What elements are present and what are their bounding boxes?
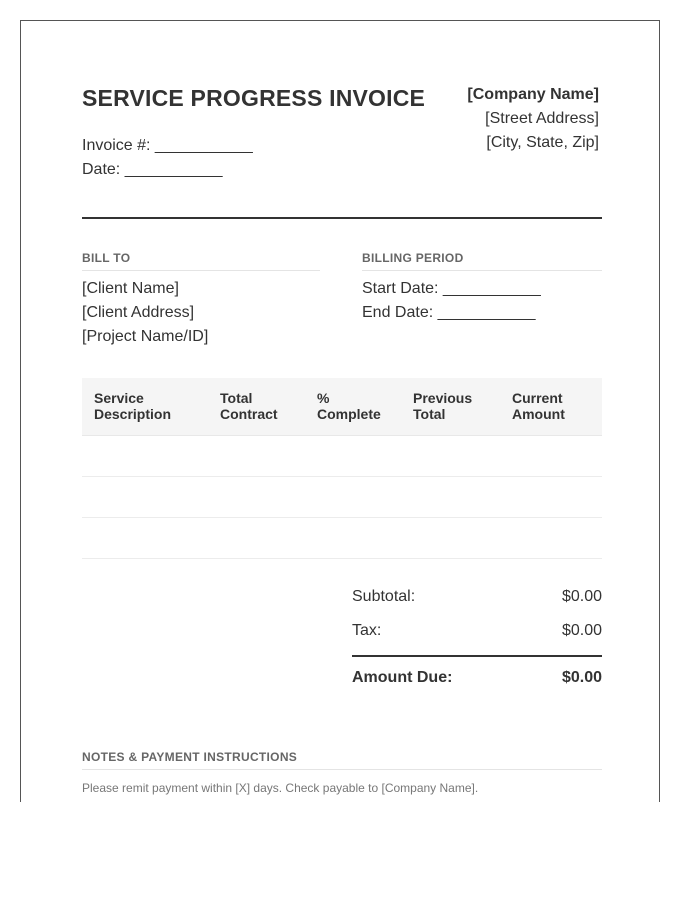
subtotal-row bbox=[352, 587, 602, 621]
company-street: [Street Address] bbox=[485, 110, 599, 127]
amount-due-divider bbox=[352, 655, 602, 657]
company-block bbox=[467, 83, 599, 155]
bill-to-heading: BILL TO bbox=[82, 251, 320, 271]
column-header-service-description: Service Description bbox=[94, 390, 172, 422]
company-city: [City, State, Zip] bbox=[486, 134, 599, 151]
tax-label: Tax: bbox=[352, 622, 382, 639]
invoice-number-field[interactable]: Invoice #: ___________ bbox=[82, 137, 253, 154]
billing-period-block bbox=[362, 277, 541, 325]
client-name: [Client Name] bbox=[82, 280, 179, 297]
amount-due-value: $0.00 bbox=[561, 669, 602, 686]
invoice-title: SERVICE PROGRESS INVOICE bbox=[82, 85, 426, 111]
subtotal-label: Subtotal: bbox=[352, 588, 416, 605]
line-items-table bbox=[82, 378, 602, 559]
invoice-meta bbox=[82, 134, 253, 182]
column-header-percent-complete: % Complete bbox=[317, 390, 381, 422]
start-date-field[interactable]: Start Date: ___________ bbox=[362, 280, 541, 297]
payment-instructions: Please remit payment within [X] days. Check payable to [Company Name]. bbox=[82, 781, 479, 795]
table-row[interactable] bbox=[82, 518, 602, 559]
billing-period-heading: BILLING PERIOD bbox=[362, 251, 602, 271]
table-row[interactable] bbox=[82, 477, 602, 518]
totals-block bbox=[352, 587, 602, 699]
project-id: [Project Name/ID] bbox=[82, 328, 209, 345]
bill-to-block bbox=[82, 277, 208, 349]
table-header bbox=[82, 378, 602, 436]
invoice-date-field[interactable]: Date: ___________ bbox=[82, 161, 223, 178]
invoice-page bbox=[20, 20, 660, 802]
column-header-current-amount: Current Amount bbox=[512, 390, 565, 422]
table-row[interactable] bbox=[82, 436, 602, 477]
amount-due-label: Amount Due: bbox=[352, 669, 453, 686]
tax-value: $0.00 bbox=[561, 622, 602, 639]
column-header-previous-total: Previous Total bbox=[413, 390, 473, 422]
header-divider bbox=[82, 217, 602, 219]
client-address: [Client Address] bbox=[82, 304, 195, 321]
end-date-field[interactable]: End Date: ___________ bbox=[362, 304, 536, 321]
notes-heading: NOTES & PAYMENT INSTRUCTIONS bbox=[82, 750, 602, 770]
subtotal-value: $0.00 bbox=[561, 588, 602, 605]
amount-due-row bbox=[352, 669, 602, 699]
column-header-total-contract: Total Contract bbox=[220, 390, 278, 422]
company-name: [Company Name] bbox=[467, 86, 599, 103]
tax-row bbox=[352, 621, 602, 655]
